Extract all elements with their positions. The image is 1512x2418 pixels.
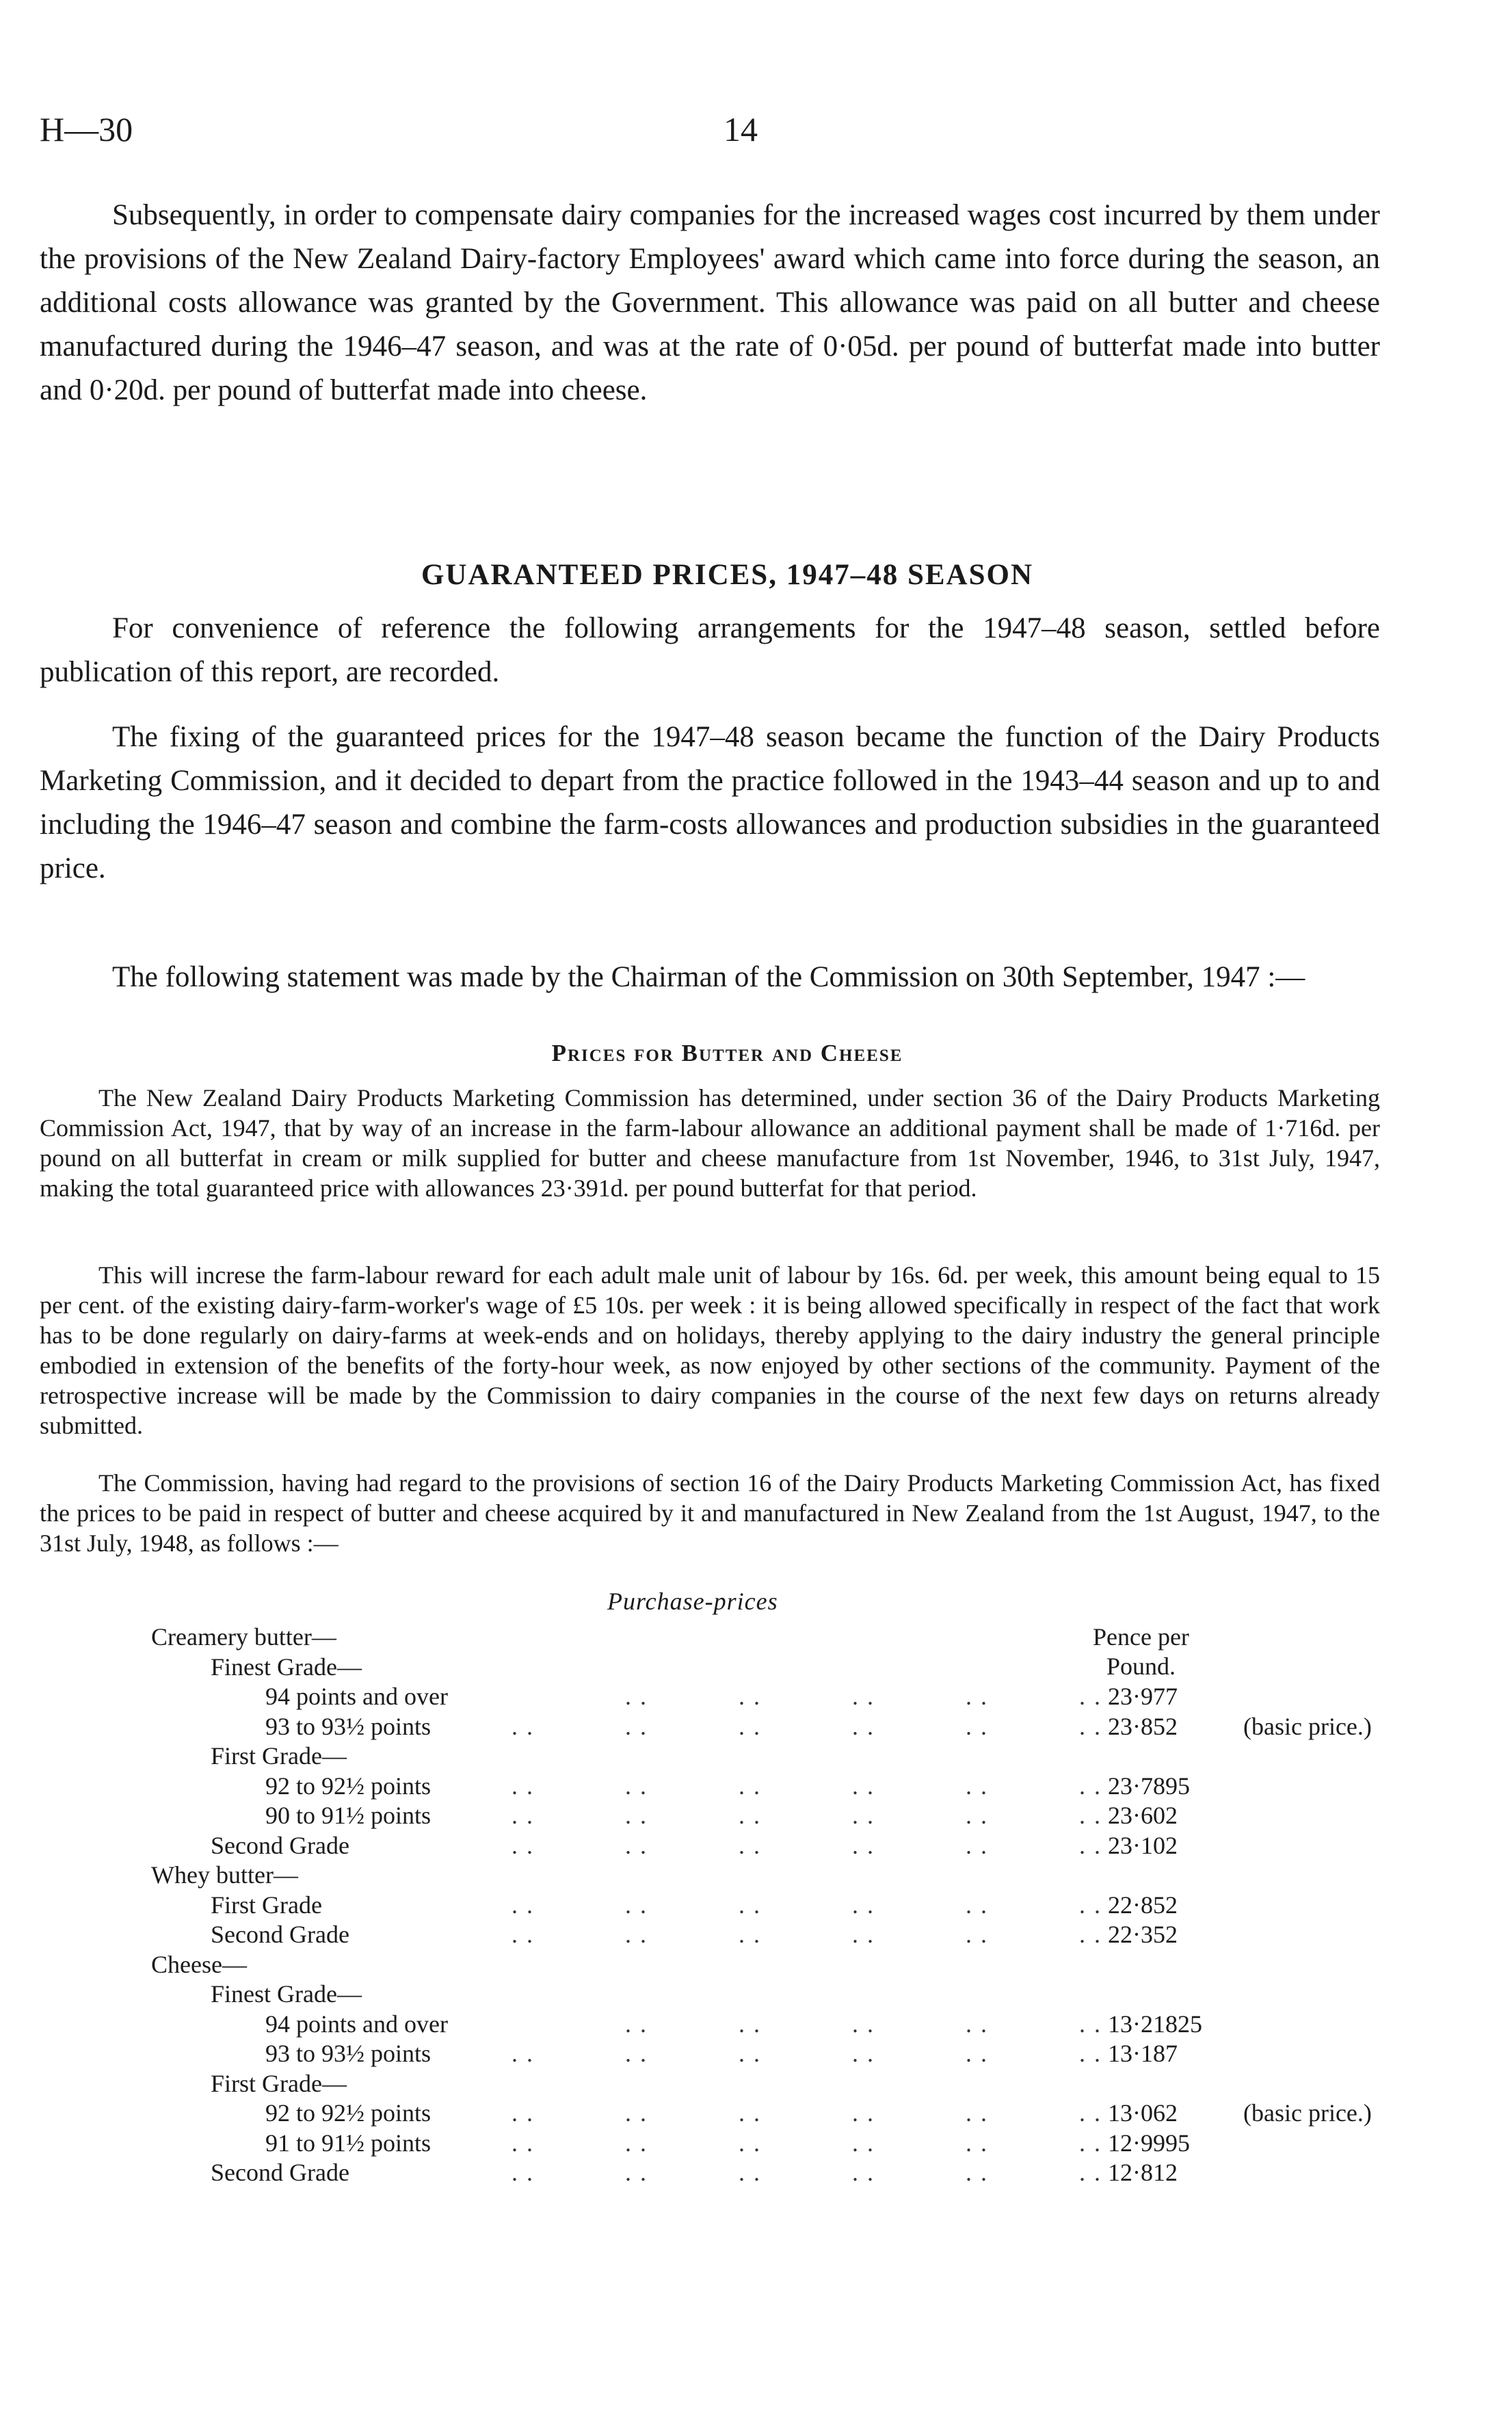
- dot-leader: . .: [739, 2040, 761, 2067]
- paragraph-additional-costs-allowance: Subsequently, in order to compensate dairy companies for the increased wages cost incurred by them under the provisions of the New Zealand Dairy-factory Employees' award which came into force during the season, an additional costs allowance was granted by the Government. This allowance was paid on all butter and cheese manufactured during the 1946–47 season, and was at the rate of 0·05d. per pound of butterfat made into butter and 0·20d. per pound of butterfat made into cheese.: [40, 199, 1380, 406]
- dot-leader: . .: [512, 1712, 534, 1740]
- dot-leader: . .: [1079, 2129, 1102, 2157]
- dot-leader: . .: [852, 2129, 875, 2157]
- price-row-label: Whey butter—: [151, 1861, 298, 1889]
- dot-leader: . .: [739, 2129, 761, 2157]
- dot-leader: . .: [739, 2099, 761, 2127]
- dot-leader: . .: [852, 2010, 875, 2038]
- price-row-label: First Grade—: [211, 1742, 347, 1770]
- dot-leader: . .: [512, 2040, 534, 2067]
- dot-leader: . .: [512, 2159, 534, 2186]
- dot-leader: . .: [966, 2010, 988, 2038]
- dot-leader: . .: [852, 1891, 875, 1919]
- price-row: [40, 1801, 1415, 1830]
- price-value: 23·602: [1108, 1802, 1178, 1829]
- price-row-label: First Grade: [211, 1891, 322, 1919]
- price-row-label: Second Grade: [211, 1831, 349, 1859]
- price-row-label: Finest Grade—: [211, 1653, 362, 1681]
- dot-leader: . .: [625, 1921, 648, 1948]
- dot-leader: . .: [625, 1831, 648, 1859]
- dot-leader: . .: [739, 1891, 761, 1919]
- section-title: GUARANTEED PRICES, 1947–48 SEASON: [421, 559, 1034, 591]
- price-row-label: 92 to 92½ points: [265, 2099, 432, 2127]
- dot-leader: . .: [739, 2159, 761, 2186]
- price-row: [40, 2069, 1415, 2099]
- price-table-caption: Purchase-prices: [607, 1588, 778, 1615]
- price-value: 23·102: [1108, 1831, 1178, 1859]
- price-row-label: 93 to 93½ points: [265, 1712, 432, 1740]
- dot-leader: . .: [966, 2099, 988, 2127]
- price-row: [40, 1772, 1415, 1801]
- price-row: [40, 1950, 1415, 1980]
- price-row-label: 92 to 92½ points: [265, 1772, 432, 1800]
- price-row-label: Creamery butter—: [151, 1623, 336, 1651]
- price-value: 23·977: [1108, 1683, 1178, 1710]
- dot-leader: . .: [625, 1712, 648, 1740]
- price-row: [40, 2099, 1415, 2128]
- statement-paragraph-prices: The Commission, having had regard to the provisions of section 16 of the Dairy Products Marketing Commission Act, has fixed the prices to be paid in respect of butter and cheese acquired by it and manufactured in New Zealand from the 1st August, 1947, to the 31st July, 1948, as follows :—: [40, 1469, 1380, 1557]
- price-row: [40, 2039, 1415, 2068]
- dot-leader: . .: [1079, 2099, 1102, 2127]
- dot-leader: . .: [512, 1831, 534, 1859]
- page-header: [40, 109, 1476, 157]
- price-unit-line: Pence per: [1093, 1623, 1189, 1651]
- paragraph-fixing-prices: The fixing of the guaranteed prices for the 1947–48 season became the function of the Dairy Products Marketing Commission, and it decided to depart from the practice followed in the 1943–44 season and up to and including the 1946–47 season and combine the farm-costs allowances and production subsidies in the guaranteed price.: [40, 721, 1380, 884]
- price-value: 13·21825: [1108, 2010, 1202, 2038]
- dot-leader: . .: [852, 2099, 875, 2127]
- dot-leader: . .: [852, 2159, 875, 2186]
- page-number: 14: [724, 110, 758, 148]
- dot-leader: . .: [852, 1831, 875, 1859]
- dot-leader: . .: [512, 1772, 534, 1800]
- price-row: [40, 2158, 1415, 2187]
- dot-leader: . .: [966, 1802, 988, 1829]
- dot-leader: . .: [1079, 1921, 1102, 1948]
- dot-leader: . .: [966, 2159, 988, 2186]
- dot-leader: . .: [512, 1802, 534, 1829]
- dot-leader: . .: [625, 2010, 648, 2038]
- price-value: 22·352: [1108, 1921, 1178, 1948]
- dot-leader: . .: [1079, 1831, 1102, 1859]
- price-row: [40, 1920, 1415, 1949]
- price-row: [40, 1861, 1415, 1890]
- price-row: [40, 1682, 1415, 1711]
- paragraph-convenience: For convenience of reference the following arrangements for the 1947–48 season, settled before publication of this report, are recorded.: [40, 612, 1380, 688]
- price-row-label: Second Grade: [211, 1921, 349, 1948]
- price-row: [40, 1653, 1415, 1682]
- dot-leader: . .: [966, 2040, 988, 2067]
- price-value: 12·812: [1108, 2159, 1178, 2186]
- dot-leader: . .: [512, 1891, 534, 1919]
- dot-leader: . .: [625, 1772, 648, 1800]
- dot-leader: . .: [852, 1683, 875, 1710]
- dot-leader: . .: [739, 1683, 761, 1710]
- dot-leader: . .: [739, 2010, 761, 2038]
- dot-leader: . .: [852, 1772, 875, 1800]
- price-row: [40, 2129, 1415, 2158]
- price-note: (basic price.): [1243, 1712, 1372, 1740]
- dot-leader: . .: [625, 2099, 648, 2127]
- dot-leader: . .: [1079, 2159, 1102, 2186]
- price-value: 13·062: [1108, 2099, 1178, 2127]
- dot-leader: . .: [1079, 2010, 1102, 2038]
- price-row-label: 91 to 91½ points: [265, 2129, 432, 2157]
- price-row: [40, 1622, 1415, 1652]
- dot-leader: . .: [1079, 2040, 1102, 2067]
- dot-leader: . .: [739, 1712, 761, 1740]
- price-row-label: 93 to 93½ points: [265, 2040, 432, 2067]
- price-row: [40, 1831, 1415, 1861]
- price-value: 12·9995: [1108, 2129, 1190, 2157]
- purchase-price-table: [40, 1587, 1415, 2353]
- report-reference: H—30: [40, 110, 133, 148]
- price-row: [40, 1742, 1415, 1771]
- price-row-label: 90 to 91½ points: [265, 1802, 432, 1829]
- statement-heading: Prices for Butter and Cheese: [551, 1040, 903, 1066]
- dot-leader: . .: [625, 1683, 648, 1710]
- dot-leader: . .: [852, 1712, 875, 1740]
- dot-leader: . .: [966, 1772, 988, 1800]
- dot-leader: . .: [739, 1831, 761, 1859]
- price-note: (basic price.): [1243, 2099, 1372, 2127]
- price-row: [40, 2010, 1415, 2039]
- dot-leader: . .: [966, 1831, 988, 1859]
- dot-leader: . .: [1079, 1891, 1102, 1919]
- dot-leader: . .: [1079, 1772, 1102, 1800]
- dot-leader: . .: [966, 1921, 988, 1948]
- paragraph-statement-intro: The following statement was made by the Chairman of the Commission on 30th September, 1947 :—: [112, 961, 1305, 993]
- statement-paragraph-reward: This will increse the farm-labour reward for each adult male unit of labour by 16s. 6d. per week, this amount being equal to 15 per cent. of the existing dairy-farm-worker's wage of £5 10s. per week : it is being allowed specifically in respect of the fact that work has to be done regularly on dairy-farms at week-ends and on holidays, thereby applying to the dairy industry the general principle embodied in extension of the benefits of the forty-hour week, as now enjoyed by other sections of the community. Payment of the retrospective increase will be made by the Commission to dairy companies in the course of the next few days on returns already submitted.: [40, 1261, 1380, 1439]
- price-row: [40, 1980, 1415, 2009]
- price-value: 23·852: [1108, 1712, 1178, 1740]
- dot-leader: . .: [512, 2099, 534, 2127]
- price-row-label: 94 points and over: [265, 2010, 448, 2038]
- dot-leader: . .: [739, 1802, 761, 1829]
- dot-leader: . .: [966, 2129, 988, 2157]
- dot-leader: . .: [625, 2129, 648, 2157]
- dot-leader: . .: [966, 1891, 988, 1919]
- dot-leader: . .: [512, 1921, 534, 1948]
- statement-paragraph-farm-labour: The New Zealand Dairy Products Marketing Commission has determined, under section 36 of the Dairy Products Marketing Commission Act, 1947, that by way of an increase in the farm-labour allowance an additional payment shall be made of 1·716d. per pound on all butterfat in cream or milk supplied for butter and cheese manufacture from 1st November, 1946, to 31st July, 1947, making the total guaranteed price with allowances 23·391d. per pound butterfat for that period.: [40, 1084, 1380, 1202]
- price-row-label: Finest Grade—: [211, 1980, 362, 2008]
- price-row-label: First Grade—: [211, 2069, 347, 2097]
- dot-leader: . .: [625, 2159, 648, 2186]
- dot-leader: . .: [1079, 1712, 1102, 1740]
- price-row-label: 94 points and over: [265, 1683, 448, 1710]
- price-value: 22·852: [1108, 1891, 1178, 1919]
- price-row-label: Cheese—: [151, 1950, 247, 1978]
- dot-leader: . .: [739, 1772, 761, 1800]
- dot-leader: . .: [852, 1921, 875, 1948]
- dot-leader: . .: [852, 1802, 875, 1829]
- price-row: [40, 1891, 1415, 1920]
- dot-leader: . .: [1079, 1683, 1102, 1710]
- price-row-label: Second Grade: [211, 2159, 349, 2186]
- dot-leader: . .: [966, 1712, 988, 1740]
- dot-leader: . .: [852, 2040, 875, 2067]
- dot-leader: . .: [966, 1683, 988, 1710]
- dot-leader: . .: [739, 1921, 761, 1948]
- price-value: 13·187: [1108, 2040, 1178, 2067]
- dot-leader: . .: [625, 1891, 648, 1919]
- dot-leader: . .: [625, 1802, 648, 1829]
- dot-leader: . .: [512, 2129, 534, 2157]
- price-row: [40, 1712, 1415, 1742]
- price-unit-line: Pound.: [1106, 1653, 1176, 1680]
- price-value: 23·7895: [1108, 1772, 1190, 1800]
- dot-leader: . .: [625, 2040, 648, 2067]
- dot-leader: . .: [1079, 1802, 1102, 1829]
